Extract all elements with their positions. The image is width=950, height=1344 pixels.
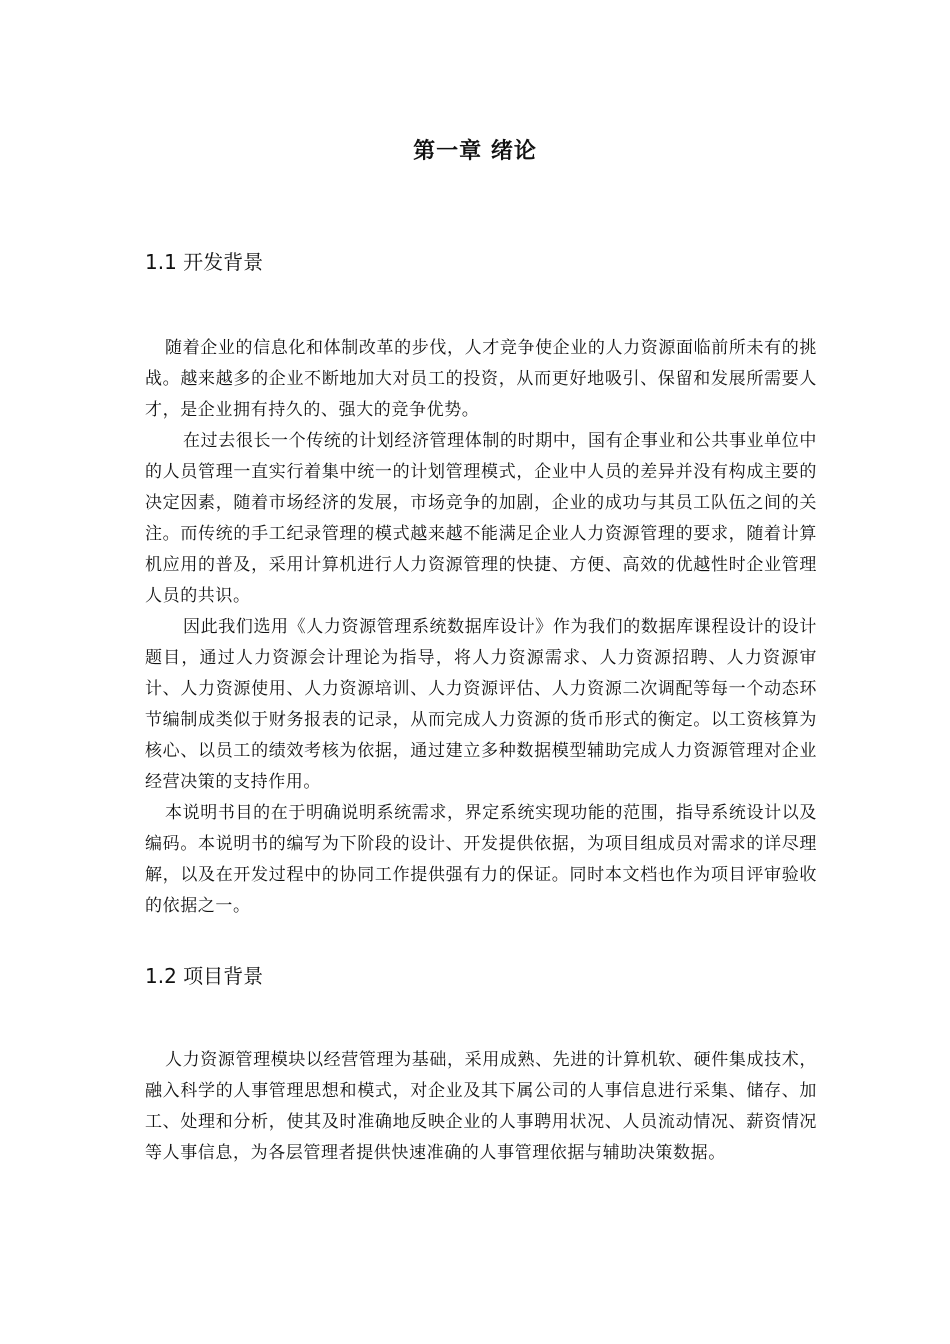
section-heading-project-background: 1.2 项目背景 — [145, 964, 264, 988]
section-body-project-background — [145, 1045, 817, 1169]
chapter-title: 第一章 绪论 — [413, 139, 537, 164]
section-heading-development-background: 1.1 开发背景 — [145, 250, 264, 274]
paragraph: 在过去很长一个传统的计划经济管理体制的时期中，国有企事业和公共事业单位中的人员管理一直实行着集中统一的计划管理模式，企业中人员的差异并没有构成主要的决定因素，随着市场经济的发展，市场竞争的加剧，企业的成功与其员工队伍之间的关注。而传统的手工纪录管理的模式越来越不能满足企业人力资源管理的要求，随着计算机应用的普及，采用计算机进行人力资源管理的快捷、方便、高效的优越性时企业管理人员的共识。 — [145, 431, 817, 606]
paragraph: 随着企业的信息化和体制改革的步伐，人才竞争使企业的人力资源面临前所未有的挑战。越来越多的企业不断地加大对员工的投资，从而更好地吸引、保留和发展所需要人才，是企业拥有持久的、强大的竞争优势。 — [145, 338, 817, 420]
paragraph: 人力资源管理模块以经营管理为基础，采用成熟、先进的计算机软、硬件集成技术，融入科学的人事管理思想和模式，对企业及其下属公司的人事信息进行采集、储存、加工、处理和分析，使其及时准确地反映企业的人事聘用状况、人员流动情况、薪资情况等人事信息，为各层管理者提供快速准确的人事管理依据与辅助决策数据。 — [145, 1050, 817, 1163]
section-body-development-background — [145, 333, 817, 922]
paragraph: 本说明书目的在于明确说明系统需求，界定系统实现功能的范围，指导系统设计以及编码。本说明书的编写为下阶段的设计、开发提供依据，为项目组成员对需求的详尽理解，以及在开发过程中的协同工作提供强有力的保证。同时本文档也作为项目评审验收的依据之一。 — [145, 803, 817, 916]
paragraph: 因此我们选用《人力资源管理系统数据库设计》作为我们的数据库课程设计的设计题目，通过人力资源会计理论为指导，将人力资源需求、人力资源招聘、人力资源审计、人力资源使用、人力资源培训、人力资源评估、人力资源二次调配等每一个动态环节编制成类似于财务报表的记录，从而完成人力资源的货币形式的衡定。以工资核算为核心、以员工的绩效考核为依据，通过建立多种数据模型辅助完成人力资源管理对企业经营决策的支持作用。 — [145, 617, 817, 792]
